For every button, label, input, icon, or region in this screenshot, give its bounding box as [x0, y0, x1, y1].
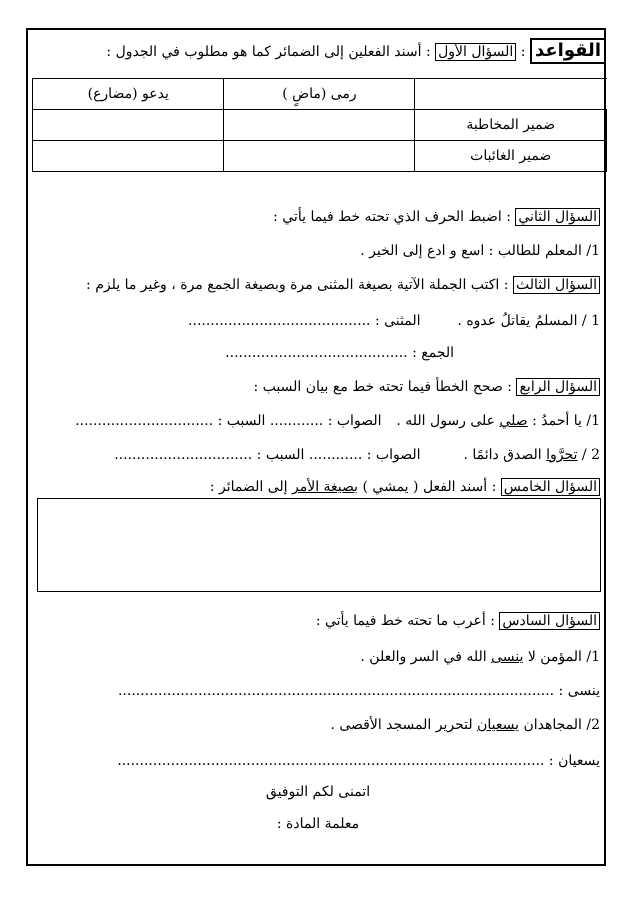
q3-label: السؤال الثالث — [513, 276, 600, 294]
q4-item1-pre: 1/ يا أحمدُ : — [532, 413, 600, 429]
q6-item2-word: يسعيان — [477, 717, 519, 733]
q6-item2-pre: 2/ المجاهدان — [523, 717, 600, 733]
q6-line — [316, 612, 600, 630]
q6-item2-post: لتحرير المسجد الأقصى . — [330, 717, 473, 733]
q1-label: السؤال الأول — [435, 43, 516, 61]
table-row — [33, 141, 607, 172]
q4-reason-answer[interactable]: ............................... — [114, 447, 253, 463]
q3-dual-label: المثنى : — [374, 313, 421, 329]
q6-item1-word: ينسى — [491, 649, 524, 665]
q5-line — [210, 478, 600, 496]
q6-answer2[interactable]: ................................................................................................ — [117, 753, 545, 769]
table-answer-cell[interactable] — [33, 110, 224, 141]
q3-text: : اكتب الجملة الآتية بصيغة المثنى مرة وبصيغة الجمع مرة ، وغير ما يلزم : — [86, 277, 509, 293]
q3-plural-label: الجمع : — [412, 345, 454, 361]
q3-line — [86, 276, 600, 294]
q4-correct-label: الصواب : — [327, 413, 382, 429]
table-header-row — [33, 79, 607, 110]
q5-text-post: إلى الضمائر : — [209, 479, 288, 495]
header-colon: : — [520, 44, 526, 60]
q4-item2-pre: 2 / — [581, 447, 600, 463]
q6-answer1-label: ينسى : — [558, 683, 600, 699]
q6-answer2-label: يسعيان : — [548, 753, 600, 769]
q4-item1-line — [75, 412, 600, 430]
q3-item1: 1 / المسلمُ يقاتلُ عدوه . — [457, 313, 600, 329]
q4-item1-post: على رسول الله . — [396, 413, 496, 429]
q4-reason-answer[interactable]: ............................... — [75, 413, 214, 429]
table-row-label: ضمير الغائبات — [415, 141, 607, 172]
q5-answer-box[interactable] — [37, 498, 601, 592]
q6-label: السؤال السادس — [499, 612, 600, 630]
q6-text: : أعرب ما تحته خط فيما يأتي : — [315, 613, 495, 629]
q3-plural-line — [225, 344, 454, 362]
table-row — [33, 110, 607, 141]
q4-item2-word: تحرَّوا — [546, 447, 578, 463]
q2-item1: 1/ المعلم للطالب : اسع و ادع إلى الخير . — [360, 243, 600, 259]
q4-text: : صحح الخطأ فيما تحته خط مع بيان السبب : — [253, 379, 513, 395]
q4-correct-answer[interactable]: ............ — [308, 447, 363, 463]
closing-wish: اتمنى لكم التوفيق — [265, 784, 371, 800]
header-line — [106, 38, 606, 64]
q6-answer2-line — [117, 752, 600, 770]
table-answer-cell[interactable] — [224, 110, 415, 141]
q4-label: السؤال الرابع — [516, 378, 600, 396]
q6-item1-post: الله في السر والعلن . — [360, 649, 487, 665]
q4-reason-label: السبب : — [217, 413, 266, 429]
table-header-present: يدعو (مضارع) — [33, 79, 224, 110]
q6-answer1[interactable]: .................................................................................................. — [117, 683, 555, 699]
table-corner-cell — [415, 79, 607, 110]
q2-text: : اضبط الحرف الذي تحته خط فيما يأتي : — [273, 209, 511, 225]
table-header-past: رمى (ماضٍ ) — [224, 79, 415, 110]
conjugation-table — [32, 78, 607, 172]
q4-item2-post: الصدق دائمًا . — [463, 447, 542, 463]
table-answer-cell[interactable] — [224, 141, 415, 172]
q5-text-underlined: بصيغة الأمر — [291, 479, 359, 495]
q3-plural-answer[interactable]: ......................................... — [225, 345, 408, 361]
q4-correct-label: الصواب : — [366, 447, 421, 463]
q5-label: السؤال الخامس — [501, 478, 600, 496]
q3-dual-answer[interactable]: ......................................... — [188, 313, 371, 329]
q4-correct-answer[interactable]: ............ — [269, 413, 324, 429]
q4-line — [254, 378, 600, 396]
table-answer-cell[interactable] — [33, 141, 224, 172]
q3-item1-line — [188, 312, 600, 330]
q4-item2-line — [114, 446, 600, 464]
q6-item1-line — [360, 648, 600, 666]
q6-answer1-line — [118, 682, 600, 700]
q6-item2-line — [330, 716, 600, 734]
q5-text-pre: : أسند الفعل ( يمشي ) — [362, 479, 497, 495]
q4-item1-word: صلي — [499, 413, 528, 429]
q2-label: السؤال الثاني — [515, 208, 600, 226]
page-title: القواعد — [530, 38, 606, 64]
q2-line — [273, 208, 600, 226]
q4-reason-label: السبب : — [256, 447, 305, 463]
table-row-label: ضمير المخاطبة — [415, 110, 607, 141]
q6-item1-pre: 1/ المؤمن لا — [527, 649, 600, 665]
q1-text: : أسند الفعلين إلى الضمائر كما هو مطلوب في الجدول : — [106, 44, 431, 60]
teacher-signature-label: معلمة المادة : — [276, 816, 360, 832]
